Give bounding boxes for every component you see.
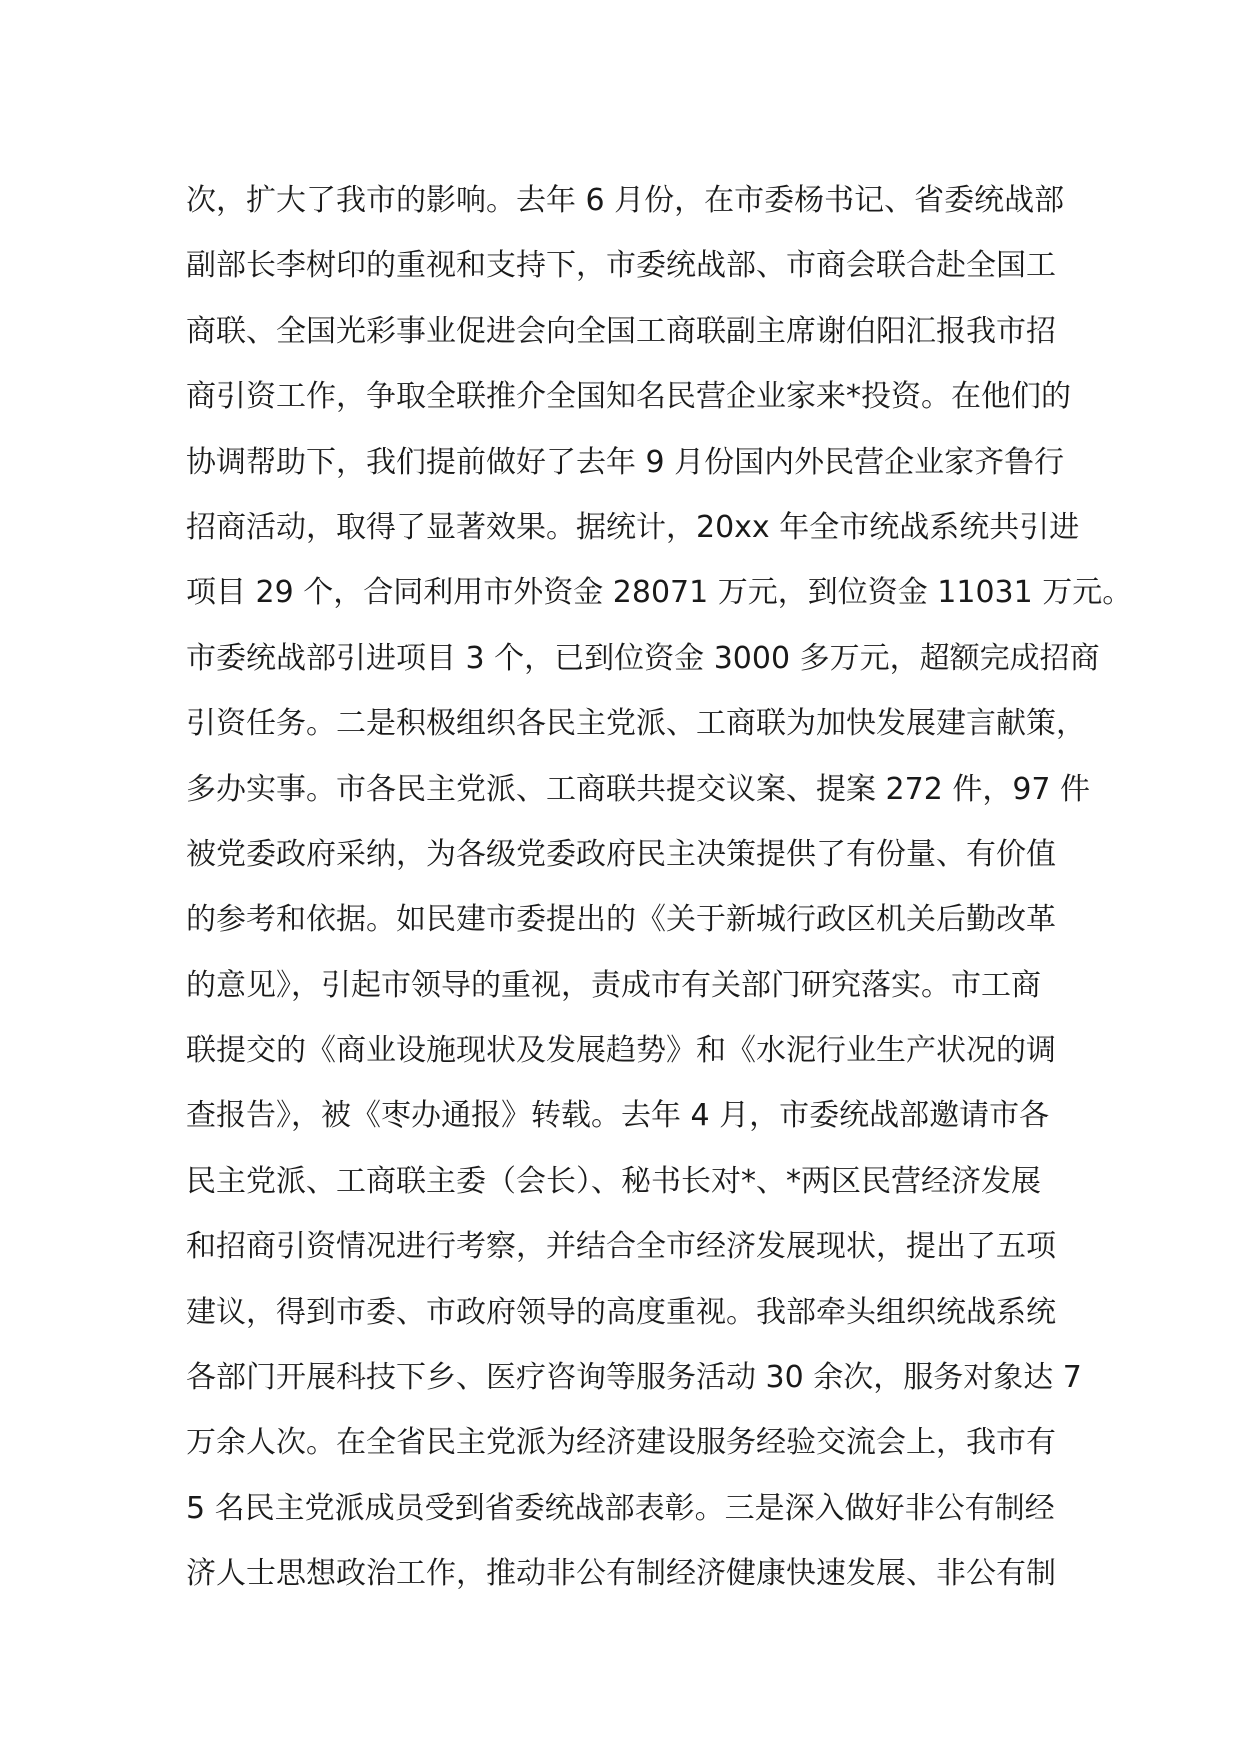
text-line: 项目 29 个，合同利用市外资金 28071 万元，到位资金 11031 万元。	[186, 575, 1133, 611]
text-line: 各部门开展科技下乡、医疗咨询等服务活动 30 余次，服务对象达 7	[186, 1360, 1082, 1396]
text-line: 招商活动，取得了显著效果。据统计，20xx 年全市统战系统共引进	[186, 509, 1080, 545]
text-line: 商联、全国光彩事业促进会向全国工商联副主席谢伯阳汇报我市招	[186, 313, 1056, 349]
text-line: 5 名民主党派成员受到省委统战部表彰。三是深入做好非公有制经	[186, 1490, 1055, 1526]
text-line: 查报告》，被《枣办通报》转载。去年 4 月，市委统战部邀请市各	[186, 1098, 1050, 1134]
text-line: 的意见》，引起市领导的重视，责成市有关部门研究落实。市工商	[186, 967, 1041, 1003]
text-line: 建议，得到市委、市政府领导的高度重视。我部牵头组织统战系统	[186, 1294, 1056, 1330]
text-line: 万余人次。在全省民主党派为经济建设服务经验交流会上，我市有	[186, 1425, 1056, 1461]
text-line: 协调帮助下，我们提前做好了去年 9 月份国内外民营企业家齐鲁行	[186, 444, 1065, 480]
text-line: 市委统战部引进项目 3 个，已到位资金 3000 多万元，超额完成招商	[186, 640, 1100, 676]
text-line: 副部长李树印的重视和支持下，市委统战部、市商会联合赴全国工	[186, 248, 1056, 284]
text-line: 的参考和依据。如民建市委提出的《关于新城行政区机关后勤改革	[186, 902, 1056, 938]
text-line: 联提交的《商业设施现状及发展趋势》和《水泥行业生产状况的调	[186, 1033, 1056, 1069]
text-line: 多办实事。市各民主党派、工商联共提交议案、提案 272 件，97 件	[186, 771, 1091, 807]
text-line: 引资任务。二是积极组织各民主党派、工商联为加快发展建言献策，	[186, 706, 1086, 742]
text-line: 和招商引资情况进行考察，并结合全市经济发展现状，提出了五项	[186, 1229, 1056, 1265]
text-line: 被党委政府采纳，为各级党委政府民主决策提供了有份量、有价值	[186, 836, 1056, 872]
text-line: 民主党派、工商联主委（会长）、秘书长对*、*两区民营经济发展	[186, 1163, 1041, 1199]
text-line: 济人士思想政治工作，推动非公有制经济健康快速发展、非公有制	[186, 1556, 1056, 1592]
body-text	[186, 168, 1133, 1607]
text-line: 次，扩大了我市的影响。去年 6 月份，在市委杨书记、省委统战部	[186, 183, 1065, 218]
text-line: 商引资工作，争取全联推介全国知名民营企业家来*投资。在他们的	[186, 379, 1071, 415]
